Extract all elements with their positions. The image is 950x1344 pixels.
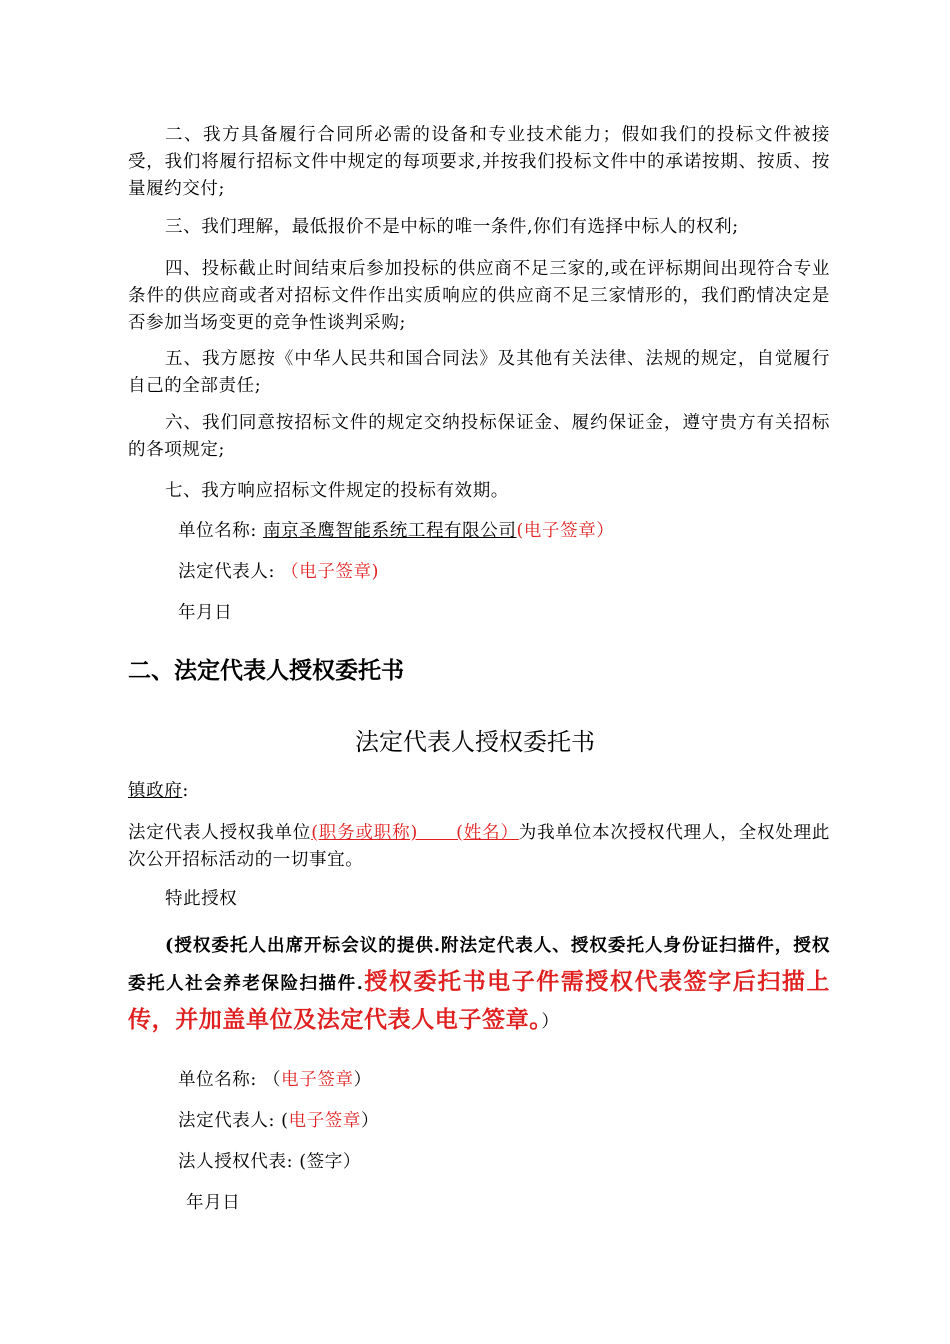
letter-unit-line	[178, 518, 614, 545]
legal-seal: （电子签章)	[281, 562, 380, 582]
auth-unit-line	[178, 1067, 372, 1094]
unit-seal: (电子签章）	[516, 521, 615, 541]
letter-legal-line	[178, 559, 379, 586]
authorization-note	[128, 928, 830, 1040]
addressee-colon: :	[182, 781, 189, 801]
body-a: 法定代表人授权我单位	[128, 823, 312, 843]
auth-unit-seal: 电子签章	[281, 1070, 354, 1090]
body-b: 为我单位本次授权代理人，全权处理此次公开招标活动的一切事宜。	[128, 823, 830, 870]
unit-name: 南京圣鹰智能系统工程有限公司	[263, 521, 517, 541]
clause-4: 四、投标截止时间结束后参加投标的供应商不足三家的,或在评标期间出现符合专业条件的供应商或者对招标文件作出实质响应的供应商不足三家情形的，我们酌情决定是否参加当场变更的竞争性谈判采购;	[128, 259, 830, 333]
addressee: 镇政府	[128, 781, 183, 801]
clause-5: 五、我方愿按《中华人民共和国合同法》及其他有关法律、法规的规定，自觉履行自己的全部责任;	[128, 349, 830, 396]
document-title: 法定代表人授权委托书	[355, 728, 595, 756]
auth-date: 年月日	[186, 1193, 241, 1213]
note-red: 授权委托书电子件需授权代表签字后扫描上传，并加盖单位及法定代表人电子签章。	[128, 968, 830, 1033]
auth-representative-line: 法人授权代表: (签字）	[178, 1152, 361, 1172]
addressee-line	[128, 778, 830, 805]
role-name-blank: (职务或职称) (姓名）	[311, 823, 519, 843]
clause-6: 六、我们同意按招标文件的规定交纳投标保证金、履约保证金，遵守贵方有关招标的各项规定;	[128, 413, 830, 460]
note-black: (授权委托人出席开标会议的提供.附法定代表人、授权委托人身份证扫描件，授权委托人社会养老保险扫描件.	[128, 936, 830, 994]
auth-legal-line	[178, 1108, 379, 1135]
special-authorization: 特此授权	[165, 889, 238, 909]
authorization-body	[128, 820, 830, 874]
auth-legal-close: ）	[361, 1111, 380, 1131]
auth-unit-close: ）	[353, 1070, 372, 1090]
auth-unit-label: 单位名称: （	[178, 1070, 282, 1090]
clause-2: 二、我方具备履行合同所必需的设备和专业技术能力；假如我们的投标文件被接受，我们将履行招标文件中规定的每项要求,并按我们投标文件中的承诺按期、按质、按量履约交付;	[128, 125, 830, 199]
unit-label: 单位名称:	[178, 521, 264, 541]
letter-date: 年月日	[178, 603, 233, 623]
clause-7: 七、我方响应招标文件规定的投标有效期。	[165, 481, 509, 501]
clause-3: 三、我们理解，最低报价不是中标的唯一条件,你们有选择中标人的权利;	[165, 217, 739, 237]
auth-legal-seal: 电子签章	[288, 1111, 361, 1131]
legal-label: 法定代表人:	[178, 562, 282, 582]
section-heading: 二、法定代表人授权委托书	[128, 658, 404, 684]
auth-legal-label: 法定代表人: (	[178, 1111, 289, 1131]
note-close: ）	[541, 1012, 560, 1032]
